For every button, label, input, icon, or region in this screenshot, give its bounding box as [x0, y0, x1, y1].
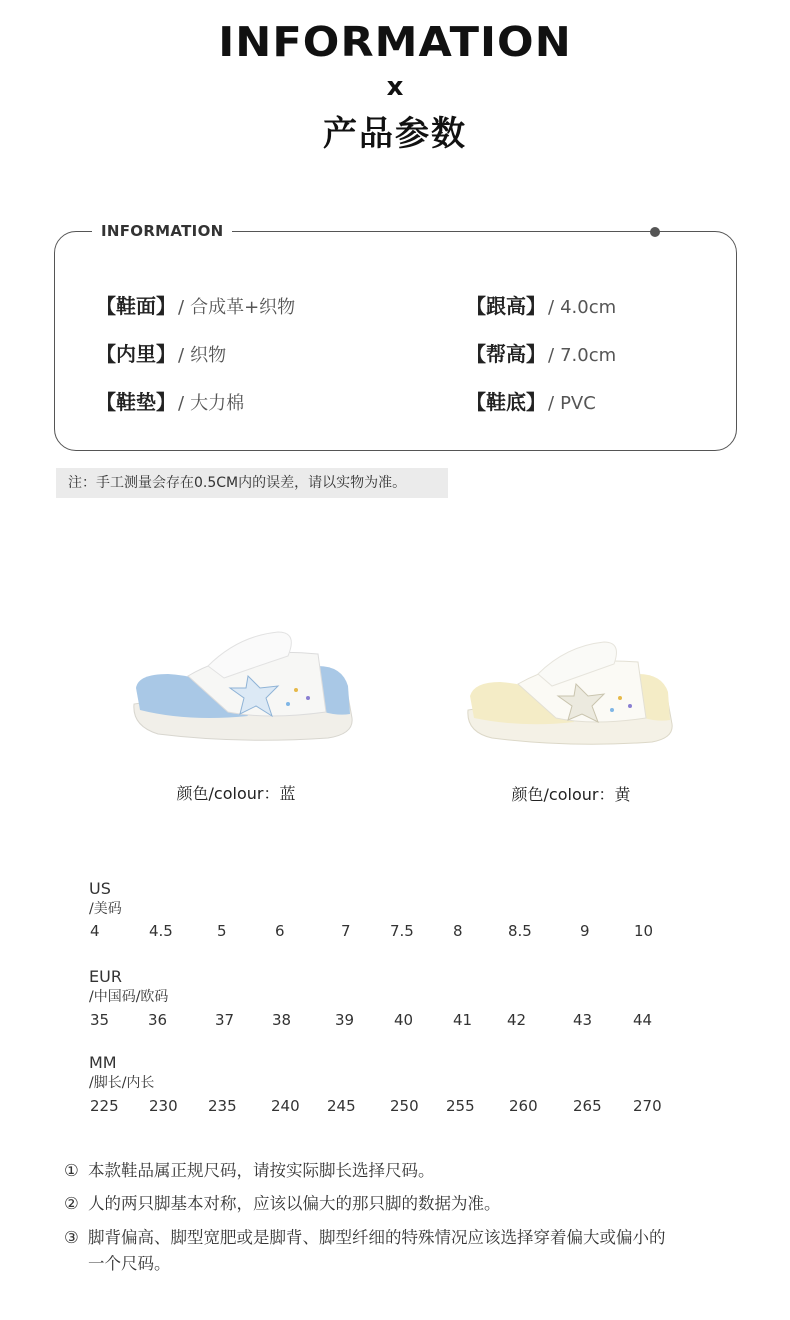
size-cell-eur: 36: [148, 1011, 168, 1029]
size-cell-mm: 270: [633, 1097, 662, 1115]
tip-text: 脚背偏高、脚型宽肥或是脚背、脚型纤细的特殊情况应该选择穿着偏大或偏小的: [88, 1228, 666, 1247]
info-divider-line: [230, 231, 650, 232]
tip-2: [64, 1191, 501, 1217]
spec-heel-height: [466, 290, 616, 319]
spec-key: 【跟高】: [466, 294, 546, 318]
spec-key: 【内里】: [96, 342, 176, 366]
size-cell-us: 8: [453, 922, 463, 940]
size-cell-us: 7.5: [390, 922, 414, 940]
size-us-sub: /美码: [89, 901, 122, 917]
spec-insole: [96, 386, 244, 415]
size-cell-eur: 43: [573, 1011, 593, 1029]
size-cell-eur: 42: [507, 1011, 527, 1029]
shoe-blue-image: [128, 626, 358, 746]
size-cell-eur: 41: [453, 1011, 473, 1029]
spec-sep: /: [178, 297, 185, 318]
spec-sep: /: [548, 393, 555, 414]
tip-number: ①: [64, 1161, 79, 1180]
size-cell-mm: 245: [327, 1097, 356, 1115]
tip-3: [64, 1225, 666, 1277]
size-cell-mm: 225: [90, 1097, 119, 1115]
size-cell-us: 7: [341, 922, 351, 940]
spec-lining: [96, 338, 226, 367]
size-cell-eur: 44: [633, 1011, 653, 1029]
size-cell-eur: 37: [215, 1011, 235, 1029]
size-cell-mm: 265: [573, 1097, 602, 1115]
spec-sep: /: [548, 297, 555, 318]
spec-value: 织物: [190, 345, 227, 366]
spec-sep: /: [548, 345, 555, 366]
spec-shaft-height: [466, 338, 616, 367]
page-title: INFORMATION: [218, 18, 572, 66]
spec-value: 合成革+织物: [190, 297, 296, 318]
title-separator: x: [386, 72, 404, 102]
spec-key: 【鞋垫】: [96, 390, 176, 414]
size-cell-mm: 260: [509, 1097, 538, 1115]
size-cell-us: 4.5: [149, 922, 173, 940]
size-us-head: US: [89, 879, 111, 898]
shoe-yellow-image: [462, 640, 677, 750]
size-cell-eur: 35: [90, 1011, 110, 1029]
spec-value: 7.0cm: [560, 345, 617, 366]
size-cell-us: 9: [580, 922, 590, 940]
size-cell-mm: 250: [390, 1097, 419, 1115]
size-mm-head: MM: [89, 1053, 117, 1072]
size-cell-us: 4: [90, 922, 100, 940]
spec-key: 【帮高】: [466, 342, 546, 366]
spec-upper: [96, 290, 295, 319]
spec-value: 4.0cm: [560, 297, 617, 318]
size-cell-eur: 38: [272, 1011, 292, 1029]
size-eur-head: EUR: [89, 967, 122, 986]
size-eur-sub: /中国码/欧码: [89, 989, 169, 1005]
size-cell-mm: 230: [149, 1097, 178, 1115]
spec-sole: [466, 386, 596, 415]
size-cell-mm: 240: [271, 1097, 300, 1115]
measurement-note: 注：手工测量会存在0.5CM内的误差，请以实物为准。: [56, 468, 448, 498]
info-label: INFORMATION: [92, 222, 232, 240]
tip-text: 人的两只脚基本对称，应该以偏大的那只脚的数据为准。: [88, 1194, 501, 1213]
size-cell-eur: 39: [335, 1011, 355, 1029]
tip-1: [64, 1158, 435, 1184]
spec-sep: /: [178, 345, 185, 366]
color-label-yellow: 颜色/colour：黄: [511, 785, 631, 804]
spec-value: 大力棉: [190, 393, 245, 414]
tip-number: ③: [64, 1228, 79, 1247]
size-cell-us: 10: [634, 922, 654, 940]
size-cell-mm: 235: [208, 1097, 237, 1115]
spec-key: 【鞋底】: [466, 390, 546, 414]
size-cell-us: 5: [217, 922, 227, 940]
info-dot-icon: [650, 227, 660, 237]
spec-sep: /: [178, 393, 185, 414]
spec-value: PVC: [560, 393, 596, 414]
size-cell-us: 6: [275, 922, 285, 940]
tip-text-cont: 一个尺码。: [88, 1254, 171, 1273]
size-cell-eur: 40: [394, 1011, 414, 1029]
size-cell-us: 8.5: [508, 922, 532, 940]
spec-key: 【鞋面】: [96, 294, 176, 318]
tip-number: ②: [64, 1194, 79, 1213]
size-cell-mm: 255: [446, 1097, 475, 1115]
page-subtitle: 产品参数: [323, 114, 467, 154]
color-label-blue: 颜色/colour：蓝: [176, 784, 296, 803]
tip-text: 本款鞋品属正规尺码，请按实际脚长选择尺码。: [88, 1161, 435, 1180]
size-mm-sub: /脚长/内长: [89, 1075, 155, 1091]
